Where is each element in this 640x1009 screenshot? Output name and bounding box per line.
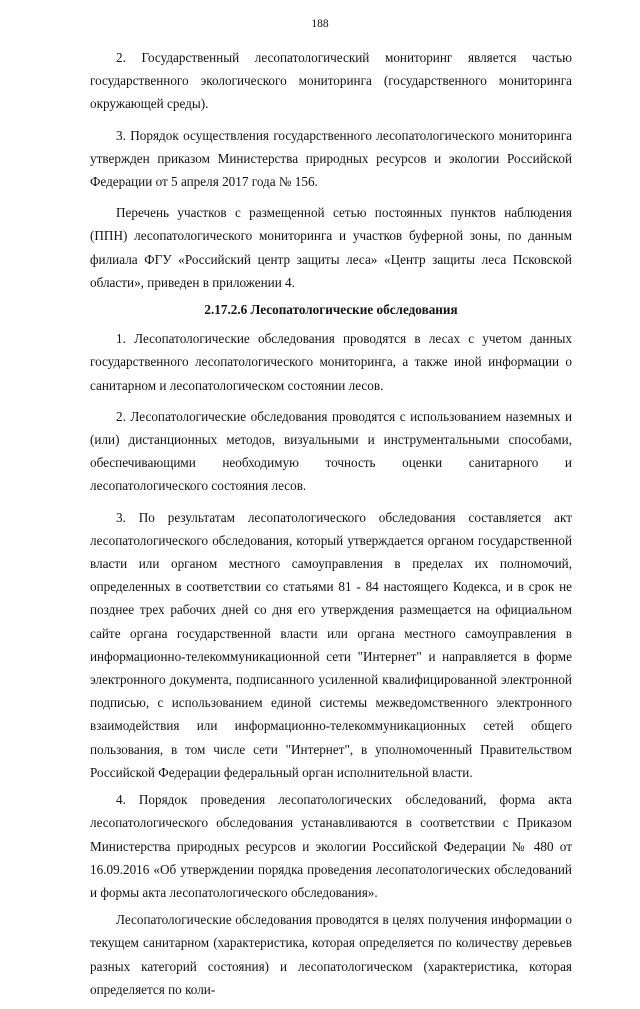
paragraph-survey-2: 2. Лесопатологические обследования проводятся с использованием наземных и (или) дистанционных методов, визуальными и инструментальными способами, обеспечивающими необходимую точность оценки санитарного и лесопатологического состояния лесов.: [90, 408, 572, 494]
paragraph-survey-3: 3. По результатам лесопатологического обследования составляется акт лесопатологического обследования, который утверждается органом государственной власти или органом местного самоуправления в пределах их полномочий, определенных в соответствии со статьями 81 - 84 настоящего Кодекса, и в срок не позднее трех рабочих дней со дня его утверждения размещается на официальном сайте органа государственной власти или органа местного самоуправления в информационно-телекоммуникационной сети "Интернет" и направляется в форме электронного документа, подписанного усиленной квалифицированной электронной подписью, с использованием единой системы межведомственного электронного взаимодействия или информационно-телекоммуникационных сетей общего пользования, в том числе сети "Интернет", в уполномоченный Правительством Российской Федерации федеральный орган исполнительной власти.: [90, 509, 572, 780]
page-number: 188: [311, 18, 329, 30]
paragraph-survey-4: 4. Порядок проведения лесопатологических обследований, форма акта лесопатологического обследования устанавливаются в соответствии с Приказом Министерства природных ресурсов и экологии Российской Федерации № 480 от 16.09.2016 «Об утверждении порядка проведения лесопатологических обследований и формы акта лесопатологического обследования».: [90, 792, 572, 900]
paragraph-monitoring-order: 3. Порядок осуществления государственного лесопатологического мониторинга утвержден приказом Министерства природных ресурсов и экологии Российской Федерации от 5 апреля 2017 года № 156.: [90, 127, 572, 190]
document-body: [90, 46, 572, 1009]
paragraph-monitoring-part: 2. Государственный лесопатологический мониторинг является частью государственного экологического мониторинга (государственного мониторинга окружающей среды).: [90, 50, 572, 112]
section-heading: 2.17.2.6 Лесопатологические обследования: [204, 302, 458, 318]
paragraph-ppn-list: Перечень участков с размещенной сетью постоянных пунктов наблюдения (ППН) лесопатологического мониторинга и участков буферной зоны, по данным филиала ФГУ «Российский центр защиты леса» «Центр защиты леса Псковской области», приведен в приложении 4.: [90, 205, 572, 290]
paragraph-survey-1: 1. Лесопатологические обследования проводятся в лесах с учетом данных государственного лесопатологического мониторинга, а также иной информации о санитарном и лесопатологическом состоянии лесов.: [90, 331, 572, 393]
paragraph-survey-purpose: Лесопатологические обследования проводятся в целях получения информации о текущем санитарном (характеристика, которая определяется по количеству деревьев разных категорий состояния) и лесопатологическом (характеристика, которая определяется по коли-: [90, 912, 572, 997]
